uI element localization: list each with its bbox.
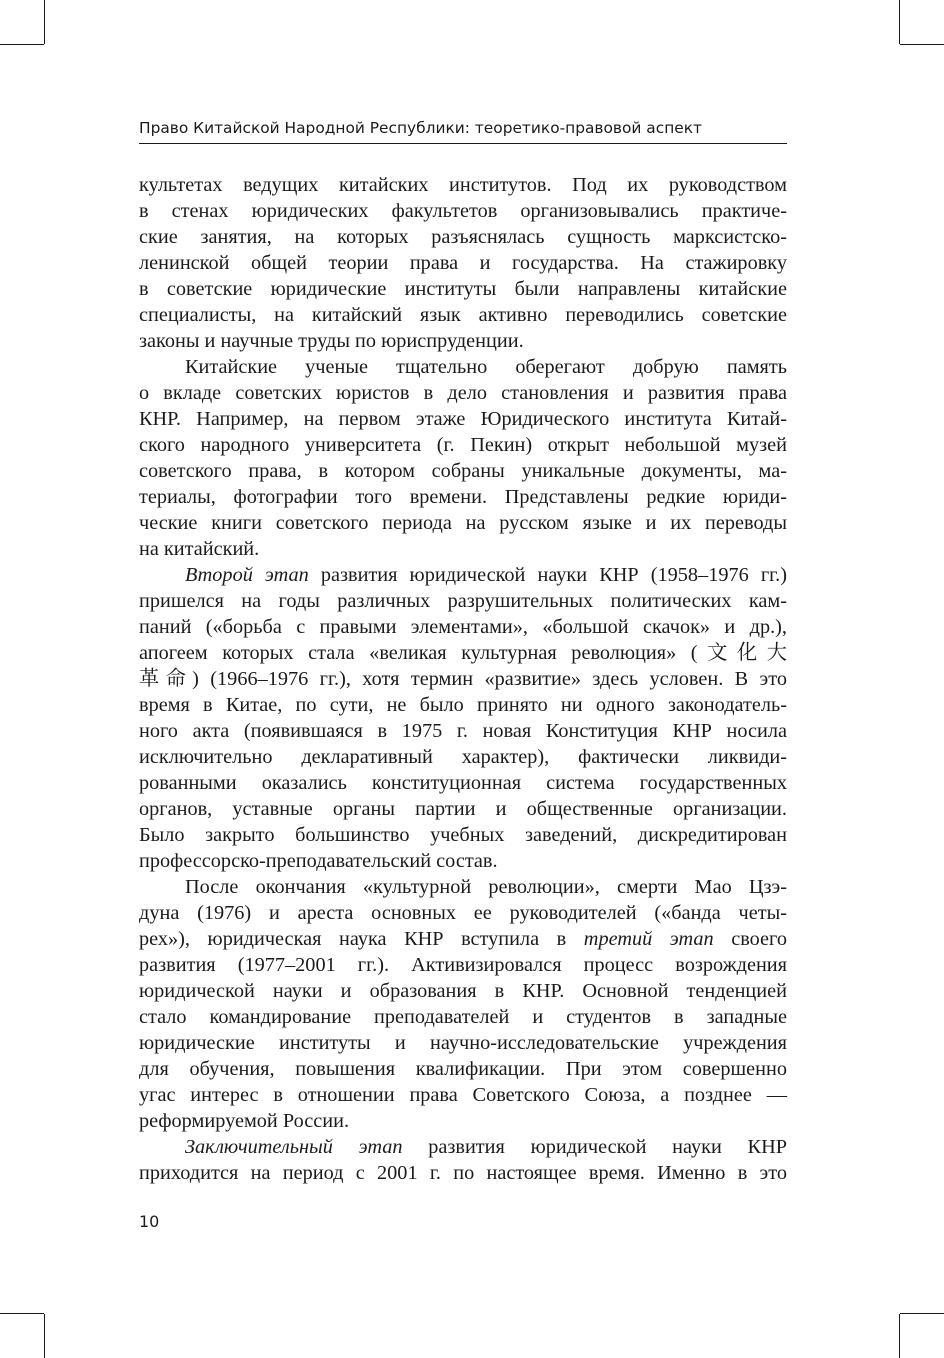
text-line: Китайские ученые тщательно оберегают добрую память [185, 356, 787, 378]
running-head: Право Китайской Народной Республики: теоретико-правовой аспект [139, 119, 702, 137]
page-number: 10 [139, 1212, 160, 1231]
text-line: культетах ведущих китайских институтов. Под их руководством [139, 174, 787, 196]
text-line: советского права, в котором собраны уникальные документы, ма- [139, 460, 787, 482]
body-text [139, 172, 787, 1186]
crop-mark [900, 1313, 944, 1314]
text-line: После окончания «культурной революции», смерти Мао Цзэ- [185, 876, 787, 898]
text-line: ского народного университета (г. Пекин) открыт небольшой музей [139, 434, 787, 456]
crop-mark [899, 0, 900, 44]
text-line: на китайский. [139, 538, 260, 560]
text-run: развития юридической науки КНР [402, 1136, 787, 1158]
text-line: о вкладе советских юристов в дело становления и развития права [139, 382, 787, 404]
text-line: стало командирование преподавателей и студентов в западные [139, 1006, 787, 1028]
text-line: КНР. Например, на первом этаже Юридического института Китай- [139, 408, 787, 430]
crop-mark [44, 0, 45, 44]
text-line: ленинской общей теории права и государства. На стажировку [139, 252, 787, 274]
text-run: рех»), юридическая наука КНР вступила в [139, 928, 584, 950]
text-line: органов, уставные органы партии и общественные организации. [139, 798, 787, 820]
paragraph [139, 172, 787, 354]
text-line [139, 926, 787, 952]
text-line: пришелся на годы различных разрушительных политических кам- [139, 590, 787, 612]
text-line: законы и научные труды по юриспруденции. [139, 330, 524, 352]
text-line: ческие книги советского периода на русском языке и их переводы [139, 512, 787, 534]
text-line: юридические институты и научно-исследовательские учреждения [139, 1032, 787, 1054]
text-line: Было закрыто большинство учебных заведений, дискредитирован [139, 824, 787, 846]
crop-mark [899, 1314, 900, 1358]
crop-mark [900, 44, 944, 45]
text-line: время в Китае, по сути, не было принято ни одного законодатель- [139, 694, 787, 716]
text-line: профессорско-преподавательский состав. [139, 850, 498, 872]
text-line: для обучения, повышения квалификации. При этом совершенно [139, 1058, 787, 1080]
text-line: в советские юридические институты были направлены китайские [139, 278, 787, 300]
text-line: юридической науки и образования в КНР. Основной тенденцией [139, 980, 787, 1002]
header-rule [139, 143, 787, 144]
text-line: паний («борьба с правыми элементами», «большой скачок» и др.), [139, 616, 787, 638]
text-line: в стенах юридических факультетов организовывались практиче- [139, 200, 787, 222]
italic-term: Второй этап [185, 564, 309, 586]
text-line: приходится на период с 2001 г. по настоящее время. Именно в это [139, 1162, 787, 1184]
text-line: апогеем которых стала «великая культурная революция» (文化大 [139, 642, 787, 664]
paragraph [139, 874, 787, 1134]
crop-mark [44, 1314, 45, 1358]
italic-term: Заключительный этап [185, 1136, 403, 1158]
text-line: ские занятия, на которых разъяснялась сущность марксистско- [139, 226, 787, 248]
italic-term: третий этап [583, 928, 714, 950]
paragraph [139, 562, 787, 874]
crop-mark [0, 44, 44, 45]
text-line [139, 562, 787, 588]
text-line: дуна (1976) и ареста основных ее руководителей («банда четы- [139, 902, 787, 924]
text-line: исключительно декларативный характер), фактически ликвиди- [139, 746, 787, 768]
paragraph [139, 1134, 787, 1186]
text-line: 革命) (1966–1976 гг.), хотя термин «развитие» здесь условен. В это [139, 668, 787, 690]
text-line: реформируемой России. [139, 1110, 350, 1132]
paragraph [139, 354, 787, 562]
text-line [139, 1134, 787, 1160]
text-run: своего [713, 928, 787, 950]
text-run: развития юридической науки КНР (1958–1976 гг.) [308, 564, 787, 586]
text-line: ного акта (появившаяся в 1975 г. новая Конституция КНР носила [139, 720, 787, 742]
text-line: специалисты, на китайский язык активно переводились советские [139, 304, 787, 326]
text-line: рованными оказались конституционная система государственных [139, 772, 787, 794]
crop-mark [0, 1313, 44, 1314]
text-line: угас интерес в отношении права Советского Союза, а позднее — [139, 1084, 787, 1106]
text-line: териалы, фотографии того времени. Представлены редкие юриди- [139, 486, 787, 508]
text-line: развития (1977–2001 гг.). Активизировался процесс возрождения [139, 954, 787, 976]
